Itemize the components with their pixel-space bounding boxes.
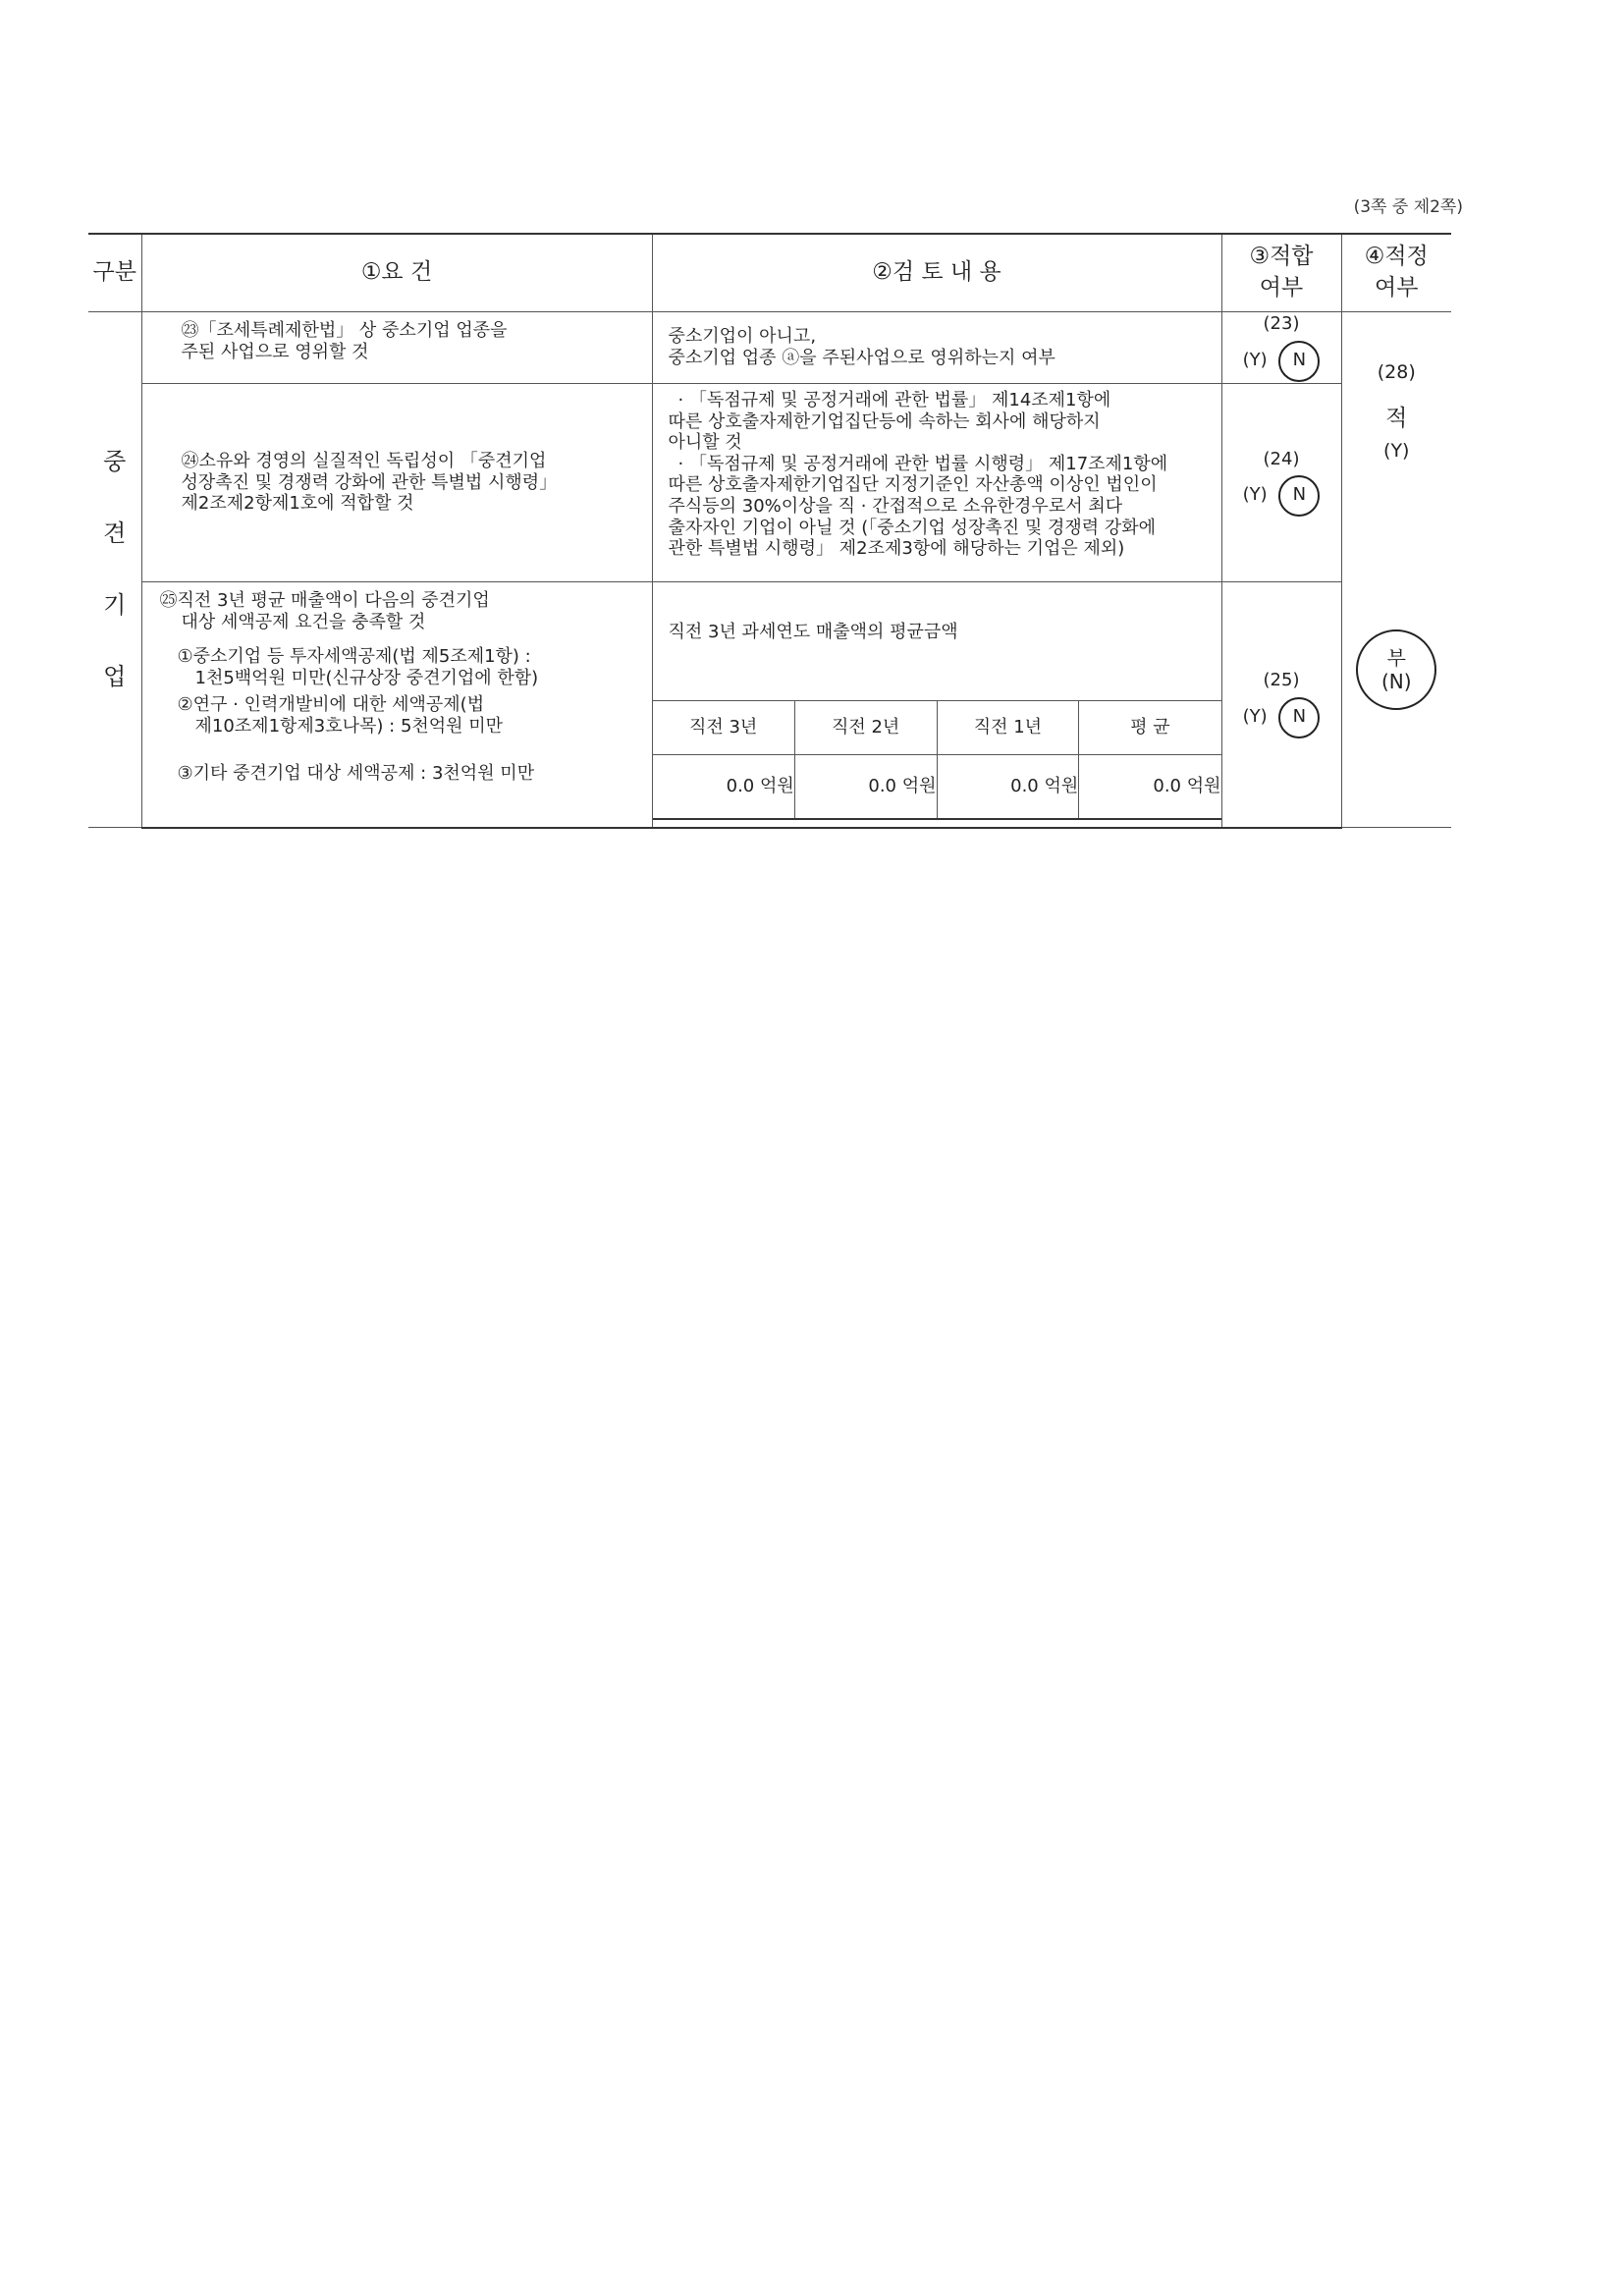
requirement-item-line: 1천5백억원 미만(신규상장 중견기업에 한함) — [194, 667, 539, 688]
review-line: · 「독점규제 및 공정거래에 관한 법률」 제14조제1항에 — [677, 390, 1111, 410]
review-line: 따른 상호출자제한기업집단등에 속하는 회사에 해당하지 — [668, 410, 1101, 432]
proper-value-code: (Y) — [1383, 440, 1410, 463]
proper-circled-mark — [1356, 629, 1436, 710]
header-fit-line2: 여부 — [1259, 275, 1304, 301]
page-number: (3쪽 중 제2쪽) — [1353, 197, 1463, 217]
requirement-cell — [141, 384, 652, 582]
table-header-row — [88, 234, 1451, 312]
table-row — [88, 312, 1451, 384]
review-line: 관한 특별법 시행령」 제2조제3항에 해당하는 기업은 제외) — [668, 538, 1125, 560]
category-char: 견 — [103, 519, 127, 548]
no-option-circled: N — [1278, 341, 1320, 382]
yes-option: (Y) — [1242, 349, 1268, 370]
header-review: ②검 토 내 용 — [652, 234, 1221, 312]
sales-header: 평 균 — [1079, 701, 1221, 755]
table-row — [88, 582, 1451, 828]
requirement-line: 제2조제2항제1호에 적합할 것 — [181, 493, 414, 515]
review-title: 직전 3년 과세연도 매출액의 평균금액 — [668, 622, 958, 642]
requirement-line: ㉔소유와 경영의 실질적인 독립성이 「중견기업 — [181, 451, 547, 472]
review-cell — [652, 312, 1221, 384]
proper-value: 적 — [1385, 405, 1408, 431]
sales-value: 0.0 억원 — [794, 755, 937, 820]
no-option-circled: N — [1278, 697, 1320, 738]
sales-value: 0.0 억원 — [937, 755, 1079, 820]
no-option-circled: N — [1278, 475, 1320, 517]
requirement-line: 주된 사업으로 영위할 것 — [181, 341, 369, 362]
review-cell — [652, 582, 1221, 828]
review-line: 출자자인 기업이 아닐 것 (「중소기업 성장촉진 및 경쟁력 강화에 — [668, 517, 1156, 538]
proper-circled-code: (N) — [1380, 670, 1412, 694]
review-line: · 「독점규제 및 공정거래에 관한 법률 시행령」 제17조제1항에 — [677, 453, 1168, 474]
category-char: 업 — [103, 662, 127, 690]
proper-number: (28) — [1377, 361, 1416, 383]
review-line: 따른 상호출자제한기업집단 지정기준인 자산총액 이상인 법인이 — [668, 474, 1158, 496]
sales-value: 0.0 억원 — [653, 755, 795, 820]
mid-size-enterprise-review-table — [88, 233, 1451, 829]
review-line: 중소기업 업종 ⓐ을 주된사업으로 영위하는지 여부 — [668, 347, 1055, 368]
requirement-cell — [141, 582, 652, 828]
sales-header: 직전 1년 — [937, 701, 1079, 755]
sales-header: 직전 3년 — [653, 701, 795, 755]
sales-table — [653, 700, 1221, 820]
sales-value: 0.0 억원 — [1079, 755, 1221, 820]
header-fit-line1: ③적합 — [1249, 244, 1314, 270]
requirement-line: ㉓「조세특례제한법」 상 중소기업 업종을 — [181, 320, 508, 341]
category-cell — [88, 312, 141, 828]
requirement-item-line: ②연구 · 인력개발비에 대한 세액공제(법 — [177, 694, 485, 716]
fit-mark-cell — [1221, 312, 1341, 384]
category-char: 기 — [103, 591, 127, 619]
header-gubun: 구분 — [88, 234, 141, 312]
header-proper — [1341, 234, 1451, 312]
requirement-item-line: ③기타 중견기업 대상 세액공제 : 3천억원 미만 — [177, 762, 535, 784]
sales-header-row — [653, 701, 1221, 755]
sales-header: 직전 2년 — [794, 701, 937, 755]
category-char: 중 — [103, 448, 127, 476]
requirement-item-line: 제10조제1항제3호나목) : 5천억원 미만 — [194, 715, 504, 737]
fit-mark-cell — [1221, 384, 1341, 582]
yes-option: (Y) — [1242, 706, 1268, 728]
mark-number: (25) — [1263, 670, 1300, 691]
header-proper-line2: 여부 — [1375, 275, 1419, 301]
requirement-line: 대상 세액공제 요건을 충족할 것 — [181, 611, 426, 632]
requirement-item-line: ①중소기업 등 투자세액공제(법 제5조제1항) : — [177, 646, 531, 668]
review-line: 중소기업이 아니고, — [668, 326, 817, 347]
requirement-line: 성장촉진 및 경쟁력 강화에 관한 특별법 시행령」 — [181, 471, 558, 493]
mark-number: (24) — [1263, 448, 1300, 469]
proper-circled-text: 부 — [1386, 646, 1406, 671]
requirement-cell — [141, 312, 652, 384]
sales-value-row — [653, 755, 1221, 820]
requirement-line: ㉕직전 3년 평균 매출액이 다음의 중견기업 — [159, 590, 490, 611]
review-line: 아니할 것 — [668, 432, 742, 454]
mark-number: (23) — [1263, 313, 1300, 335]
review-line: 주식등의 30%이상을 직 · 간접적으로 소유한경우로서 최다 — [668, 495, 1123, 517]
header-requirement: ①요 건 — [141, 234, 652, 312]
table-row — [88, 384, 1451, 582]
yes-option: (Y) — [1242, 484, 1268, 506]
review-cell — [652, 384, 1221, 582]
fit-mark-cell — [1221, 582, 1341, 828]
header-fit — [1221, 234, 1341, 312]
proper-cell — [1341, 312, 1451, 828]
header-proper-line1: ④적정 — [1364, 244, 1429, 270]
